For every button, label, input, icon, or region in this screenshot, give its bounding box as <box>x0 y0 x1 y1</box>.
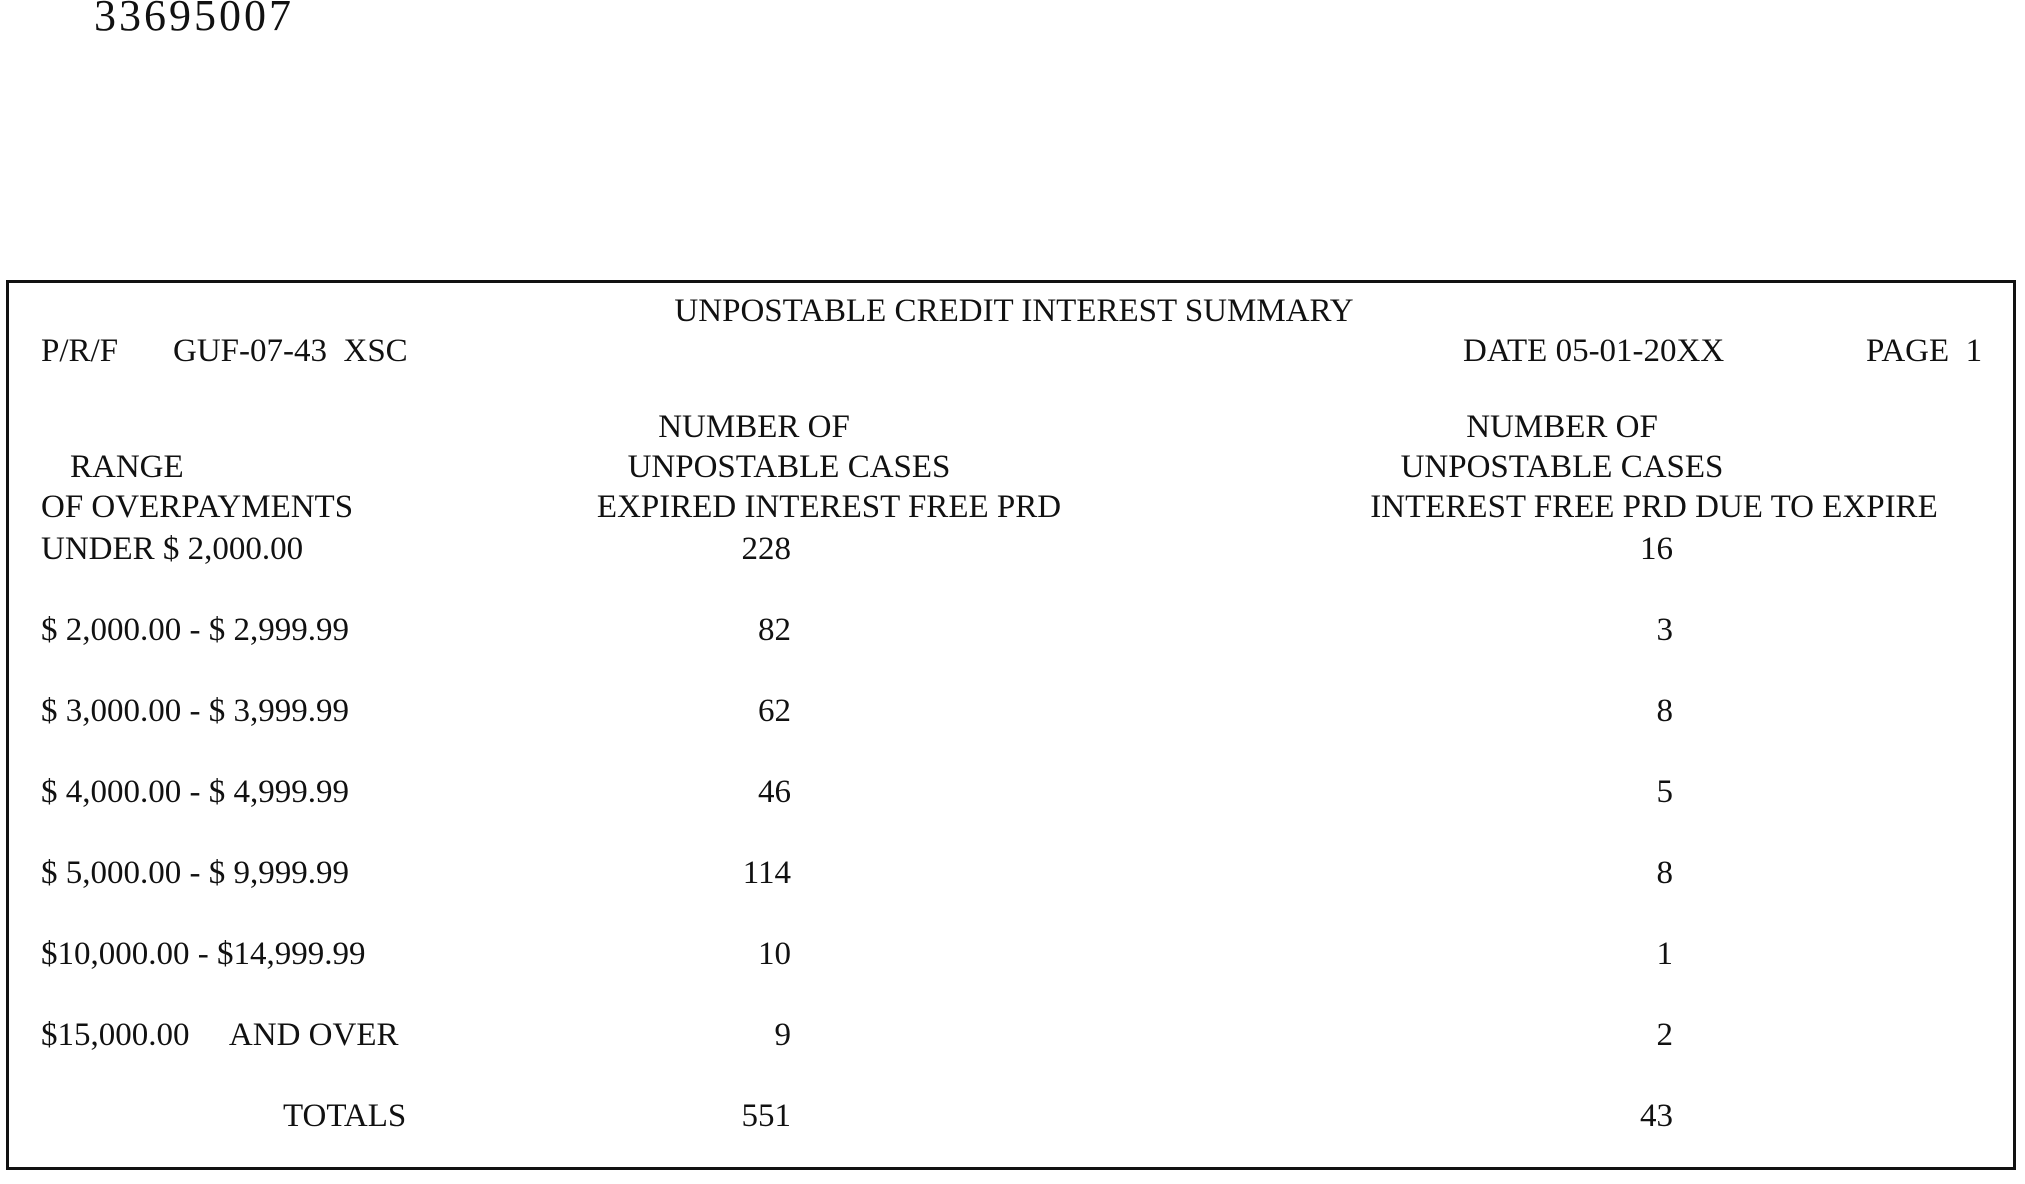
header-expired-line3: EXPIRED INTEREST FREE PRD <box>596 489 1062 525</box>
totals-label: TOTALS <box>283 1098 407 1134</box>
header-due-line1: NUMBER OF <box>1466 409 1658 445</box>
header-due-line2: UNPOSTABLE CASES <box>1400 449 1724 485</box>
row-due: 5 <box>1656 774 1673 810</box>
report-box <box>6 280 2016 1170</box>
row-expired: 9 <box>774 1017 791 1053</box>
row-due: 1 <box>1656 936 1673 972</box>
header-range-line1: RANGE <box>70 449 184 485</box>
row-due: 8 <box>1656 693 1673 729</box>
document-id: 33695007 <box>94 0 294 40</box>
row-expired: 82 <box>758 612 791 648</box>
report-title: UNPOSTABLE CREDIT INTEREST SUMMARY <box>674 293 1354 329</box>
row-range: $10,000.00 - $14,999.99 <box>41 936 366 972</box>
row-range: $ 4,000.00 - $ 4,999.99 <box>41 774 349 810</box>
header-expired-line2: UNPOSTABLE CASES <box>627 449 951 485</box>
row-range: $ 3,000.00 - $ 3,999.99 <box>41 693 349 729</box>
row-range: $ 5,000.00 - $ 9,999.99 <box>41 855 349 891</box>
row-range: $15,000.00 AND OVER <box>41 1017 399 1053</box>
header-due-line3: INTEREST FREE PRD DUE TO EXPIRE <box>1370 489 1938 525</box>
row-due: 3 <box>1656 612 1673 648</box>
row-range: UNDER $ 2,000.00 <box>41 531 304 567</box>
header-range-line2: OF OVERPAYMENTS <box>41 489 354 525</box>
row-expired: 114 <box>742 855 791 891</box>
report-date: DATE 05-01-20XX <box>1463 333 1725 369</box>
row-expired: 46 <box>758 774 791 810</box>
header-expired-line1: NUMBER OF <box>658 409 850 445</box>
row-range: $ 2,000.00 - $ 2,999.99 <box>41 612 349 648</box>
row-due: 2 <box>1656 1017 1673 1053</box>
row-due: 16 <box>1640 531 1673 567</box>
row-expired: 62 <box>758 693 791 729</box>
totals-expired: 551 <box>741 1098 791 1134</box>
row-expired: 228 <box>741 531 791 567</box>
row-expired: 10 <box>758 936 791 972</box>
row-due: 8 <box>1656 855 1673 891</box>
page-number: PAGE 1 <box>1866 333 1983 369</box>
prf-label: P/R/F <box>41 333 119 369</box>
totals-due: 43 <box>1640 1098 1673 1134</box>
prf-code: GUF-07-43 XSC <box>173 333 408 369</box>
